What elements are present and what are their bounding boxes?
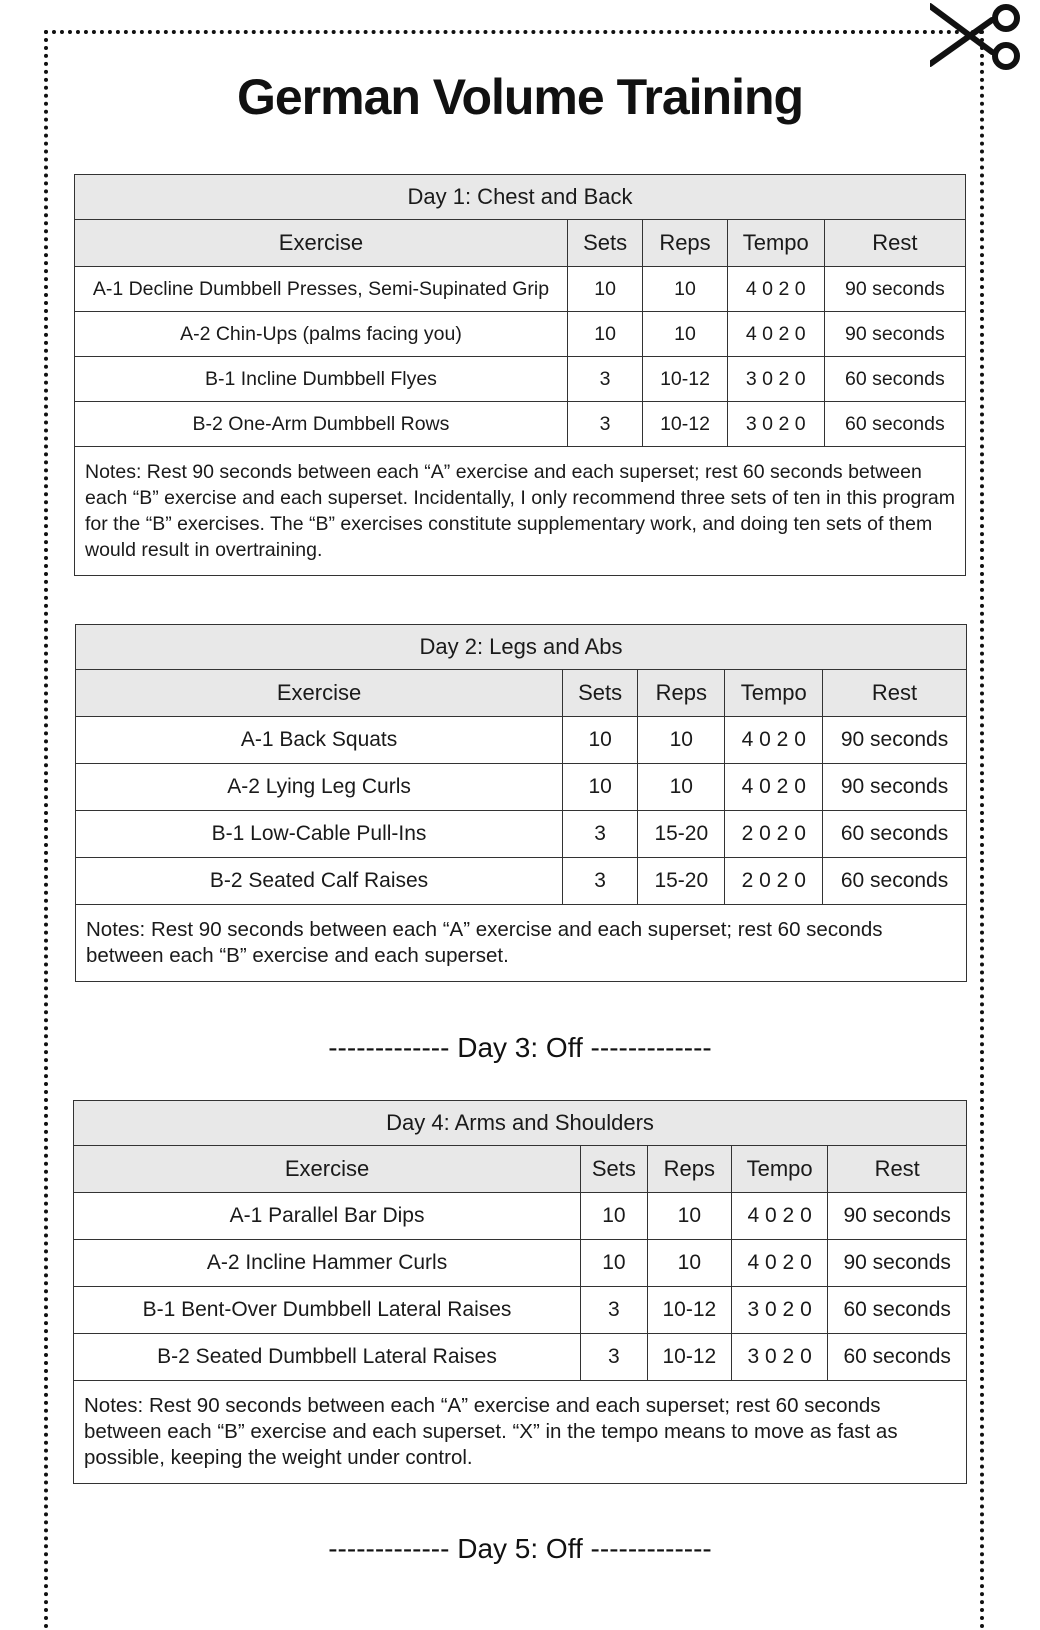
table-row bbox=[74, 1240, 967, 1287]
exercise-cell: A-2 Chin-Ups (palms facing you) bbox=[75, 312, 568, 357]
exercise-cell: B-2 Seated Dumbbell Lateral Raises bbox=[74, 1334, 581, 1381]
column-header-sets: Sets bbox=[567, 220, 642, 267]
column-header-exercise: Exercise bbox=[74, 1146, 581, 1193]
day-heading: Day 4: Arms and Shoulders bbox=[74, 1101, 967, 1146]
reps-cell: 10 bbox=[647, 1240, 731, 1287]
rest-cell: 60 seconds bbox=[823, 811, 967, 858]
reps-cell: 10 bbox=[638, 764, 725, 811]
column-header-tempo: Tempo bbox=[731, 1146, 827, 1193]
sets-cell: 3 bbox=[567, 357, 642, 402]
table-row bbox=[74, 1334, 967, 1381]
rest-cell: 60 seconds bbox=[828, 1334, 967, 1381]
table-row bbox=[75, 267, 966, 312]
notes-cell: Notes: Rest 90 seconds between each “A” exercise and each superset; rest 60 seconds between each “B” exercise and each superset. Incidentally, I only recommend three sets of ten in this program for the “B” exercises. The “B” exercises constitute supplementary work, and doing ten sets of them would result in overtraining. bbox=[75, 447, 966, 576]
table-row bbox=[76, 858, 967, 905]
sets-cell: 3 bbox=[563, 858, 638, 905]
day-2-table bbox=[75, 624, 967, 982]
rest-cell: 60 seconds bbox=[824, 357, 965, 402]
reps-cell: 10 bbox=[647, 1193, 731, 1240]
column-header-tempo: Tempo bbox=[727, 220, 824, 267]
column-header-rest: Rest bbox=[828, 1146, 967, 1193]
tempo-cell: 2 0 2 0 bbox=[725, 811, 823, 858]
table-row bbox=[75, 357, 966, 402]
table-row bbox=[75, 312, 966, 357]
tempo-cell: 4 0 2 0 bbox=[727, 267, 824, 312]
reps-cell: 10 bbox=[643, 312, 728, 357]
reps-cell: 10-12 bbox=[643, 357, 728, 402]
tempo-cell: 4 0 2 0 bbox=[727, 312, 824, 357]
reps-cell: 10 bbox=[643, 267, 728, 312]
day-5-off-label: ------------- Day 5: Off ------------- bbox=[328, 1533, 712, 1564]
reps-cell: 10-12 bbox=[647, 1287, 731, 1334]
page-title: German Volume Training bbox=[236, 69, 804, 125]
table-row bbox=[76, 811, 967, 858]
table-row bbox=[76, 764, 967, 811]
exercise-cell: A-2 Incline Hammer Curls bbox=[74, 1240, 581, 1287]
rest-cell: 90 seconds bbox=[824, 312, 965, 357]
exercise-cell: B-2 Seated Calf Raises bbox=[76, 858, 563, 905]
column-header-rest: Rest bbox=[823, 670, 967, 717]
column-header-sets: Sets bbox=[581, 1146, 648, 1193]
sets-cell: 10 bbox=[567, 312, 642, 357]
sets-cell: 3 bbox=[563, 811, 638, 858]
notes-cell: Notes: Rest 90 seconds between each “A” exercise and each superset; rest 60 seconds between each “B” exercise and each superset. “X” in the tempo means to move as fast as possible, keeping the weight under control. bbox=[74, 1381, 967, 1484]
table-row bbox=[76, 717, 967, 764]
tempo-cell: 3 0 2 0 bbox=[727, 402, 824, 447]
sets-cell: 10 bbox=[567, 267, 642, 312]
table-row bbox=[75, 402, 966, 447]
exercise-cell: A-2 Lying Leg Curls bbox=[76, 764, 563, 811]
exercise-cell: B-1 Incline Dumbbell Flyes bbox=[75, 357, 568, 402]
column-header-reps: Reps bbox=[647, 1146, 731, 1193]
day-1-table bbox=[74, 174, 966, 576]
exercise-cell: A-1 Back Squats bbox=[76, 717, 563, 764]
day-heading: Day 2: Legs and Abs bbox=[76, 625, 967, 670]
column-header-exercise: Exercise bbox=[76, 670, 563, 717]
tempo-cell: 4 0 2 0 bbox=[725, 764, 823, 811]
day-4-table bbox=[73, 1100, 967, 1484]
tempo-cell: 2 0 2 0 bbox=[725, 858, 823, 905]
rest-cell: 90 seconds bbox=[823, 764, 967, 811]
reps-cell: 15-20 bbox=[638, 811, 725, 858]
table-row bbox=[74, 1193, 967, 1240]
column-header-tempo: Tempo bbox=[725, 670, 823, 717]
sets-cell: 3 bbox=[581, 1334, 648, 1381]
reps-cell: 10-12 bbox=[647, 1334, 731, 1381]
rest-cell: 90 seconds bbox=[824, 267, 965, 312]
tempo-cell: 4 0 2 0 bbox=[731, 1240, 827, 1287]
sets-cell: 3 bbox=[581, 1287, 648, 1334]
exercise-cell: A-1 Decline Dumbbell Presses, Semi-Supinated Grip bbox=[75, 267, 568, 312]
sets-cell: 10 bbox=[581, 1193, 648, 1240]
column-header-reps: Reps bbox=[638, 670, 725, 717]
rest-cell: 90 seconds bbox=[828, 1193, 967, 1240]
day-heading: Day 1: Chest and Back bbox=[75, 175, 966, 220]
column-header-exercise: Exercise bbox=[75, 220, 568, 267]
column-header-rest: Rest bbox=[824, 220, 965, 267]
column-header-sets: Sets bbox=[563, 670, 638, 717]
reps-cell: 15-20 bbox=[638, 858, 725, 905]
sets-cell: 10 bbox=[563, 764, 638, 811]
rest-cell: 90 seconds bbox=[828, 1240, 967, 1287]
sets-cell: 3 bbox=[567, 402, 642, 447]
column-header-reps: Reps bbox=[643, 220, 728, 267]
notes-cell: Notes: Rest 90 seconds between each “A” exercise and each superset; rest 60 seconds between each “B” exercise and each superset. bbox=[76, 905, 967, 982]
tempo-cell: 4 0 2 0 bbox=[725, 717, 823, 764]
tempo-cell: 4 0 2 0 bbox=[731, 1193, 827, 1240]
exercise-cell: B-1 Bent-Over Dumbbell Lateral Raises bbox=[74, 1287, 581, 1334]
tempo-cell: 3 0 2 0 bbox=[731, 1287, 827, 1334]
day-3-off-label: ------------- Day 3: Off ------------- bbox=[328, 1032, 712, 1063]
rest-cell: 60 seconds bbox=[824, 402, 965, 447]
tempo-cell: 3 0 2 0 bbox=[731, 1334, 827, 1381]
rest-cell: 60 seconds bbox=[828, 1287, 967, 1334]
rest-cell: 90 seconds bbox=[823, 717, 967, 764]
exercise-cell: A-1 Parallel Bar Dips bbox=[74, 1193, 581, 1240]
sets-cell: 10 bbox=[563, 717, 638, 764]
exercise-cell: B-1 Low-Cable Pull-Ins bbox=[76, 811, 563, 858]
rest-cell: 60 seconds bbox=[823, 858, 967, 905]
reps-cell: 10 bbox=[638, 717, 725, 764]
tempo-cell: 3 0 2 0 bbox=[727, 357, 824, 402]
reps-cell: 10-12 bbox=[643, 402, 728, 447]
exercise-cell: B-2 One-Arm Dumbbell Rows bbox=[75, 402, 568, 447]
table-row bbox=[74, 1287, 967, 1334]
sets-cell: 10 bbox=[581, 1240, 648, 1287]
